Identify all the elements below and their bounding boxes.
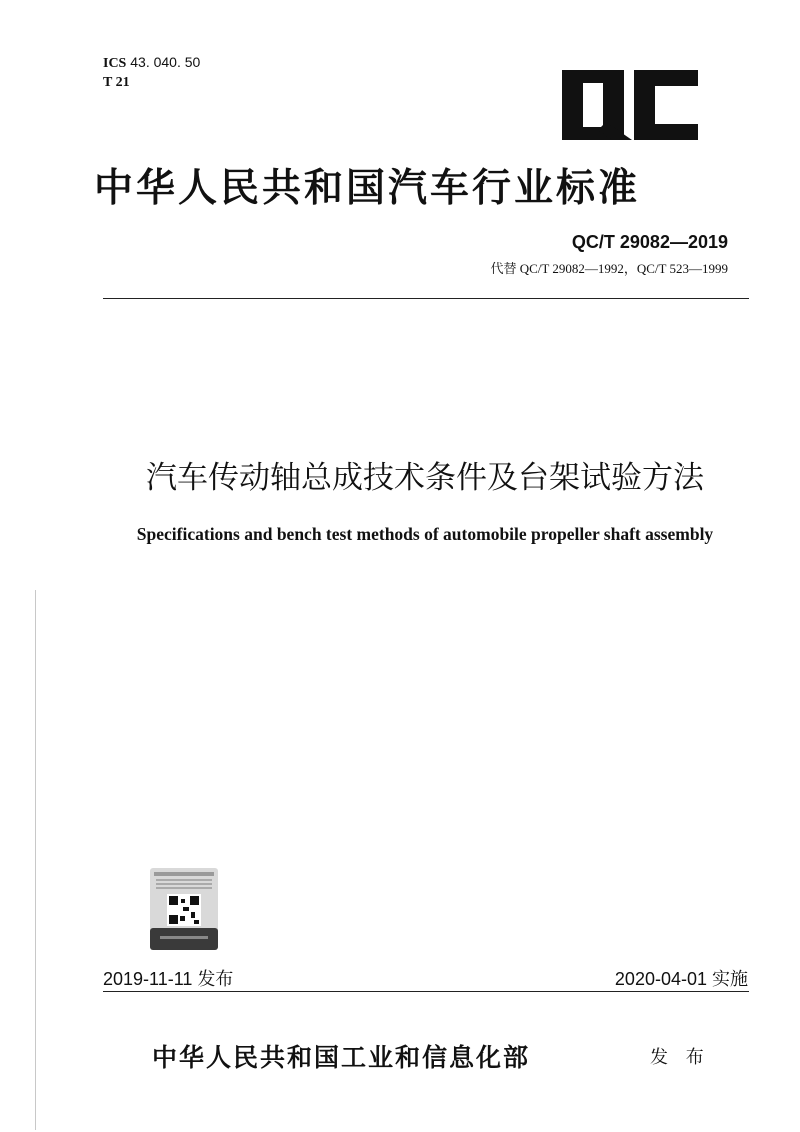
qr-code-icon xyxy=(167,894,201,926)
replaces-standards: 代替 QC/T 29082—1992，QC/T 523—1999 xyxy=(490,261,728,276)
qc-logo xyxy=(562,70,698,140)
ics-line xyxy=(103,53,200,73)
ics-label: ICS xyxy=(103,56,127,71)
document-title-english: Specifications and bench test methods of automobile propeller shaft assembly xyxy=(136,524,714,544)
document-title-chinese: 汽车传动轴总成技术条件及台架试验方法 xyxy=(146,460,704,496)
ics-code: 43. 040. 50 xyxy=(130,54,201,70)
header-divider xyxy=(103,298,749,299)
standard-number: QC/T 29082—2019 xyxy=(571,232,728,252)
footer-divider xyxy=(103,991,749,992)
ics-block xyxy=(103,53,200,92)
issuing-authority: 中华人民共和国工业和信息化部 xyxy=(152,1043,531,1072)
issue-action: 发 布 xyxy=(650,1047,710,1068)
implementation-date: 2020-04-01 实施 xyxy=(614,969,748,989)
anti-counterfeit-qr-sticker xyxy=(150,868,218,950)
standard-category-title: 中华人民共和国汽车行业标准 xyxy=(94,165,641,211)
issue-date: 2019-11-11 发布 xyxy=(103,969,234,989)
class-code: T 21 xyxy=(103,75,130,90)
binding-margin-line xyxy=(35,590,36,1130)
